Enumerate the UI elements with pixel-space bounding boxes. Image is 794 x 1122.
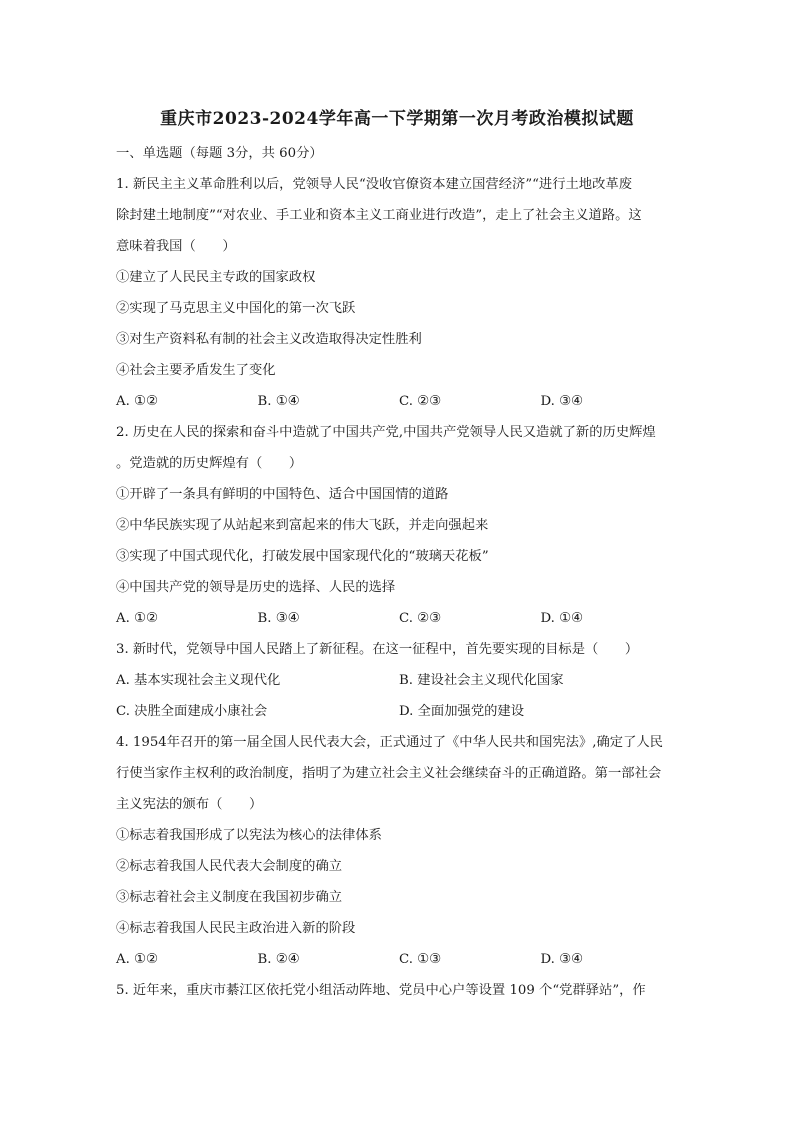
question-line: 除封建土地制度”“对农业、手工业和资本主义工商业进行改造”，走上了社会主义道路。这 — [116, 208, 642, 223]
option-b: B. 建设社会主义现代化国家 — [399, 673, 564, 688]
question-stem: 1. 新民主主义革命胜利以后，党领导人民“没收官僚资本建立国营经济”“进行土地改革废 — [116, 177, 632, 192]
option-c: C. ①③ — [399, 952, 441, 967]
question-line: ②标志着我国人民代表大会制度的确立 — [116, 859, 343, 874]
option-a: A. ①② — [116, 394, 158, 409]
question-line: ③实现了中国式现代化，打破发展中国家现代化的“玻璃天花板” — [116, 549, 489, 564]
option-b: B. ②④ — [257, 952, 300, 967]
question-line: ②中华民族实现了从站起来到富起来的伟大飞跃，并走向强起来 — [116, 518, 489, 533]
question-line: 行使当家作主权利的政治制度，指明了为建立社会主义社会继续奋斗的正确道路。第一部社会 — [116, 766, 662, 781]
option-d: D. ③④ — [540, 952, 583, 967]
options-row — [116, 608, 682, 639]
question-line: ①建立了人民民主专政的国家政权 — [116, 270, 316, 285]
question-stem: 5. 近年来，重庆市綦江区依托党小组活动阵地、党员中心户等设置 109 个“党群驿站”，作 — [116, 983, 646, 998]
options-row — [116, 949, 682, 980]
question-line: ②实现了马克思主义中国化的第一次飞跃 — [116, 301, 356, 316]
question-stem: 3. 新时代，党领导中国人民踏上了新征程。在这一征程中，首先要实现的目标是（ ） — [116, 642, 639, 657]
document-title: 重庆市2023-2024学年高一下学期第一次月考政治模拟试题 — [160, 109, 634, 129]
question-line: ①开辟了一条具有鲜明的中国特色、适合中国国情的道路 — [116, 487, 449, 502]
option-d: D. 全面加强党的建设 — [399, 704, 525, 719]
question-line: ①标志着我国形成了以宪法为核心的法律体系 — [116, 828, 382, 843]
option-c: C. ②③ — [399, 394, 441, 409]
option-d: D. ③④ — [540, 394, 583, 409]
section-heading: 一、单选题（每题 3分，共 60分） — [116, 146, 323, 161]
option-b: B. ③④ — [257, 611, 300, 626]
question-content — [116, 143, 682, 1011]
option-a: A. 基本实现社会主义现代化 — [116, 673, 281, 688]
question-stem: 2. 历史在人民的探索和奋斗中造就了中国共产党,中国共产党领导人民又造就了新的历史辉煌 — [116, 425, 656, 440]
option-a: A. ①② — [116, 611, 158, 626]
question-line: ③对生产资料私有制的社会主义改造取得决定性胜利 — [116, 332, 422, 347]
question-line: 。党造就的历史辉煌有（ ） — [116, 456, 303, 471]
question-line: ④社会主要矛盾发生了变化 — [116, 363, 276, 378]
question-line: 主义宪法的颁布（ ） — [116, 797, 263, 812]
question-line: ④中国共产党的领导是历史的选择、人民的选择 — [116, 580, 396, 595]
question-line: 意味着我国（ ） — [116, 239, 236, 254]
question-line: ③标志着社会主义制度在我国初步确立 — [116, 890, 343, 905]
question-line: ④标志着我国人民民主政治进入新的阶段 — [116, 921, 356, 936]
question-stem: 4. 1954年召开的第一届全国人民代表大会，正式通过了《中华人民共和国宪法》,确定了人民 — [116, 735, 663, 750]
options-row — [116, 670, 682, 701]
options-row — [116, 701, 682, 732]
option-a: A. ①② — [116, 952, 158, 967]
option-c: C. ②③ — [399, 611, 441, 626]
option-c: C. 决胜全面建成小康社会 — [116, 704, 268, 719]
option-d: D. ①④ — [540, 611, 583, 626]
option-b: B. ①④ — [257, 394, 300, 409]
options-row — [116, 391, 682, 422]
